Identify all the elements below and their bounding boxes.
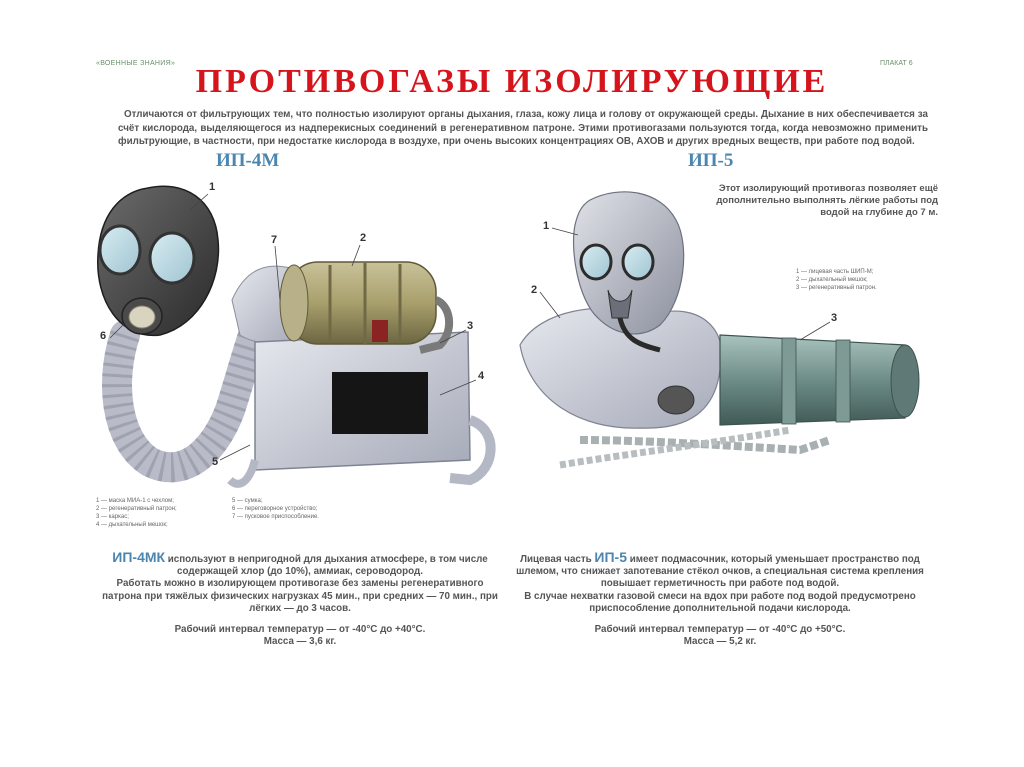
legend-item: 4 — дыхательный мешок;	[96, 522, 168, 528]
page-title: ПРОТИВОГАЗЫ ИЗОЛИРУЮЩИЕ	[195, 63, 829, 100]
ip4m-callout-4: 4	[478, 370, 485, 382]
ip4m-title: ИП-4М	[216, 150, 280, 171]
ip5-callout-3: 3	[831, 312, 838, 324]
ip5-description	[514, 551, 926, 648]
legend-item: 5 — сумка;	[232, 498, 263, 504]
ip5-note: Этот изолирующий противогаз позволяет ещё дополнительно выполнять лёгкие работы под водой на глубине до 7 м.	[716, 183, 938, 218]
legend-item: 2 — дыхательный мешок;	[796, 277, 868, 283]
ip5-title: ИП-5	[688, 150, 734, 171]
ip4m-callout-3: 3	[467, 320, 474, 332]
poster-series-label: «ВОЕННЫЕ ЗНАНИЯ»	[96, 60, 176, 67]
ip5-desc-prefix: Лицевая часть	[520, 554, 595, 565]
ip5-callout-1: 1	[543, 220, 550, 232]
legend-item: 1 — лицевая часть ШИП-М;	[796, 269, 874, 275]
ip4m-callout-7: 7	[271, 234, 278, 246]
ip4m-callout-6: 6	[100, 330, 107, 342]
legend-item: 6 — переговорное устройство;	[232, 506, 318, 512]
ip4mk-name: ИП-4МК	[112, 549, 166, 565]
ip4m-legend-left	[96, 497, 177, 529]
legend-item: 3 — каркас;	[96, 514, 129, 520]
intro-paragraph: Отличаются от фильтрующих тем, что полностью изолируют органы дыхания, глаза, кожу лица и голову от окружающей среды. Дыхание в них обеспечивается за счёт кислорода, выделяющегося из надперекисных соединений в регенеративном патроне. Этими противогазами пользуются тогда, когда невозможно применить фильтрующие, в частности, при недостатке кислорода в воздухе, при очень высоких концентрациях ОВ, АХОВ и других вредных веществ, при работе под водой.	[118, 109, 928, 148]
ip4m-callout-1: 1	[209, 181, 216, 193]
legend-item: 1 — маска МИА-1 с чехлом;	[96, 498, 174, 504]
ip4m-desc-line1: используют в непригодной для дыхания атмосфере, в том числе содержащей хлор (до 10%), аммиак, сероводород.	[165, 554, 488, 578]
ip4m-description	[100, 551, 500, 648]
legend-item: 7 — пусковое приспособление.	[232, 514, 319, 520]
ip4m-illustration	[98, 186, 491, 484]
ip4m-mass: Масса — 3,6 кг.	[263, 636, 337, 648]
ip5-legend	[796, 268, 877, 292]
ip5-mass: Масса — 5,2 кг.	[683, 636, 757, 648]
ip4m-callout-5: 5	[212, 456, 219, 468]
ip4m-legend-right	[232, 497, 319, 521]
poster-number-label: ПЛАКАТ 6	[880, 60, 913, 67]
ip5-temperature: Рабочий интервал температур — от -40°С до +50°С.	[594, 624, 846, 636]
legend-item: 3 — регенеративный патрон.	[796, 285, 877, 291]
ip5-desc-para2: В случае нехватки газовой смеси на вдох при работе под водой предусмотрено приспособление дополнительной подачи кислорода.	[524, 590, 916, 614]
ip4m-callout-2: 2	[360, 232, 367, 244]
ip5-desc-line1: имеет подмасочник, который уменьшает пространство под шлемом, что снижает запотевание стёкол очков, а специальная система крепления повышает герметичность при работе под водой.	[516, 554, 924, 590]
legend-item: 2 — регенеративный патрон;	[96, 506, 177, 512]
ip5-name: ИП-5	[594, 549, 627, 565]
ip5-callout-2: 2	[531, 284, 538, 296]
ip5-illustration	[520, 192, 919, 465]
ip4m-desc-para2: Работать можно в изолирующем противогазе без замены регенеративного патрона при тяжёлых физических нагрузках 45 мин., при средних — 70 мин., при лёгких — до 3 часов.	[102, 578, 498, 614]
ip4m-temperature: Рабочий интервал температур — от -40°С до +40°С.	[174, 624, 426, 636]
